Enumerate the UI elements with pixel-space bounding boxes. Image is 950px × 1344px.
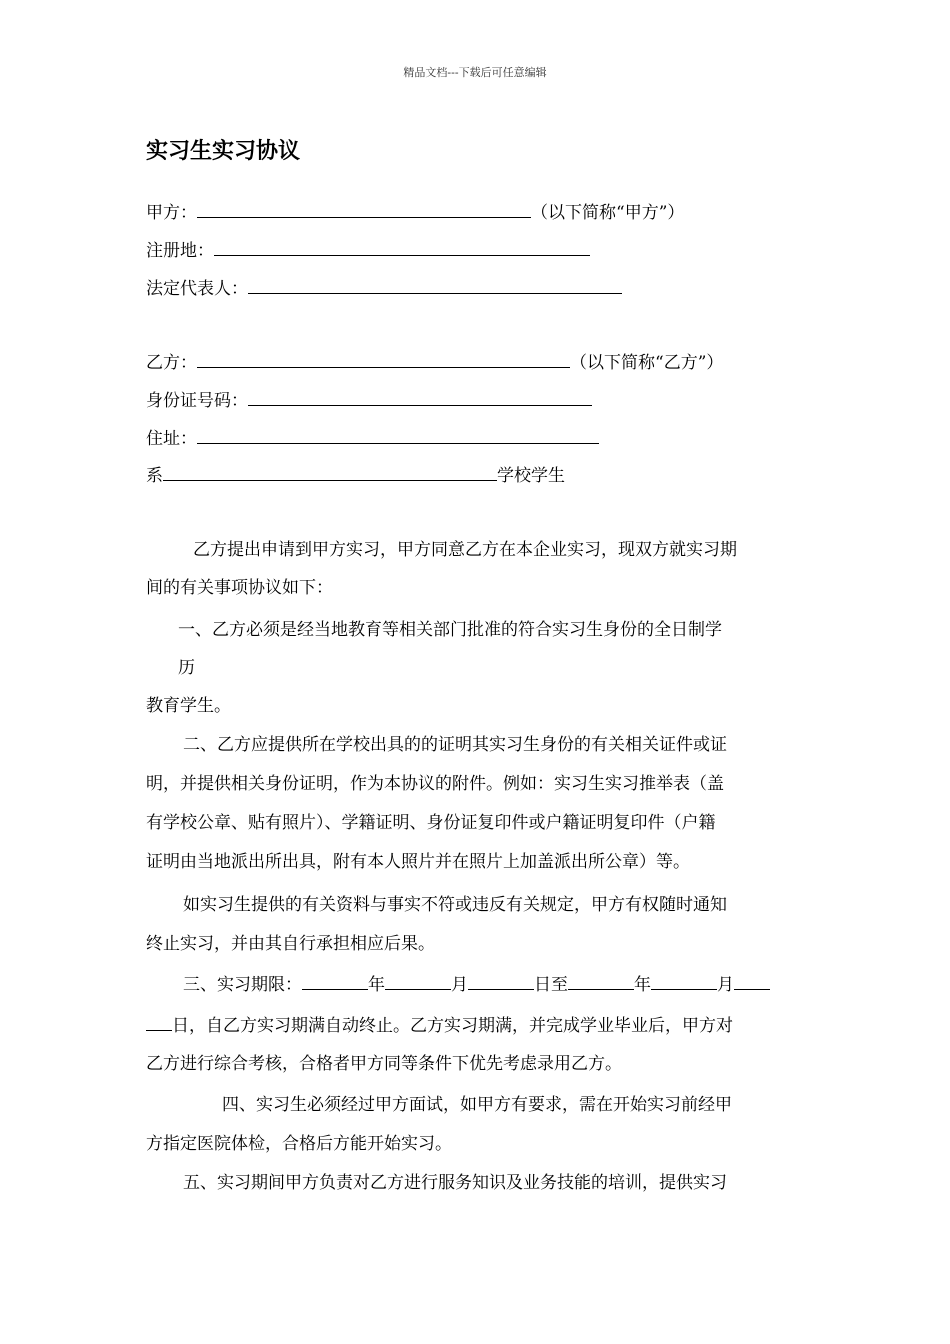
legal-representative-blank[interactable] — [248, 276, 622, 294]
party-b-label: 乙方： — [146, 353, 197, 373]
end-month-label: 月 — [717, 975, 734, 995]
start-month-label: 月 — [451, 975, 468, 995]
clause-3-line-3: 乙方进行综合考核，合格者甲方同等条件下优先考虑录用乙方。 — [146, 1054, 622, 1074]
clause-3-prefix: 三、实习期限： — [183, 975, 302, 995]
registered-address-label: 注册地： — [146, 241, 214, 261]
party-a-suffix: （以下简称“甲方”） — [531, 203, 685, 223]
address-blank[interactable] — [197, 426, 599, 444]
clause-3-line-2-text: 日，自乙方实习期满自动终止。乙方实习期满，并完成学业毕业后，甲方对 — [172, 1016, 733, 1036]
start-month-blank[interactable] — [385, 972, 451, 990]
legal-representative-label: 法定代表人： — [146, 279, 248, 299]
end-month-blank[interactable] — [651, 972, 717, 990]
party-b-blank[interactable] — [197, 350, 570, 368]
clause-2b-line-2: 终止实习，并由其自行承担相应后果。 — [146, 934, 435, 954]
end-day-blank-part-1[interactable] — [734, 972, 770, 990]
id-number-line — [146, 388, 592, 413]
id-number-label: 身份证号码： — [146, 391, 248, 411]
department-suffix: 学校学生 — [497, 466, 565, 486]
clause-4-line-1: 四、实习生必须经过甲方面试，如甲方有要求，需在开始实习前经甲 — [222, 1095, 732, 1115]
clause-4-line-2: 方指定医院体检，合格后方能开始实习。 — [146, 1134, 452, 1154]
id-number-blank[interactable] — [248, 388, 592, 406]
intro-line-2: 间的有关事项协议如下： — [146, 578, 333, 598]
end-year-blank[interactable] — [568, 972, 634, 990]
clause-2-line-4: 证明由当地派出所出具，附有本人照片并在照片上加盖派出所公章）等。 — [146, 852, 690, 872]
start-year-blank[interactable] — [302, 972, 368, 990]
department-blank[interactable] — [163, 463, 497, 481]
address-label: 住址： — [146, 429, 197, 449]
address-line — [146, 426, 599, 451]
end-day-blank-part-2[interactable] — [146, 1013, 172, 1031]
clause-2b-line-1: 如实习生提供的有关资料与事实不符或违反有关规定，甲方有权随时通知 — [183, 895, 727, 915]
end-year-label: 年 — [634, 975, 651, 995]
clause-3-line-1 — [183, 972, 770, 997]
clause-2-line-1: 二、乙方应提供所在学校出具的的证明其实习生身份的有关相关证件或证 — [183, 735, 727, 755]
registered-address-line — [146, 238, 590, 263]
department-line — [146, 463, 565, 488]
party-b-suffix: （以下简称“乙方”） — [570, 353, 724, 373]
clause-1-line-1: 一、乙方必须是经当地教育等相关部门批准的符合实习生身份的全日制学 — [178, 620, 722, 640]
department-prefix: 系 — [146, 466, 163, 486]
party-b-line — [146, 350, 723, 375]
registered-address-blank[interactable] — [214, 238, 590, 256]
clause-5-line-1: 五、实习期间甲方负责对乙方进行服务知识及业务技能的培训，提供实习 — [183, 1173, 727, 1193]
document-title: 实习生实习协议 — [146, 138, 301, 164]
clause-3-line-2 — [146, 1013, 733, 1038]
start-day-blank[interactable] — [468, 972, 534, 990]
party-a-blank[interactable] — [197, 200, 531, 218]
header-note: 精品文档---下载后可任意编辑 — [403, 66, 547, 79]
party-a-label: 甲方： — [146, 203, 197, 223]
clause-2-line-2: 明，并提供相关身份证明，作为本协议的附件。例如：实习生实习推举表（盖 — [146, 774, 724, 794]
clause-2-line-3: 有学校公章、贴有照片）、学籍证明、身份证复印件或户籍证明复印件（户籍 — [146, 813, 716, 833]
clause-1-line-2: 历 — [178, 658, 195, 678]
start-year-label: 年 — [368, 975, 385, 995]
clause-1-line-3: 教育学生。 — [146, 696, 231, 716]
intro-line-1: 乙方提出申请到甲方实习，甲方同意乙方在本企业实习，现双方就实习期 — [193, 540, 737, 560]
start-day-to-label: 日至 — [534, 975, 568, 995]
party-a-line — [146, 200, 684, 225]
legal-representative-line — [146, 276, 622, 301]
